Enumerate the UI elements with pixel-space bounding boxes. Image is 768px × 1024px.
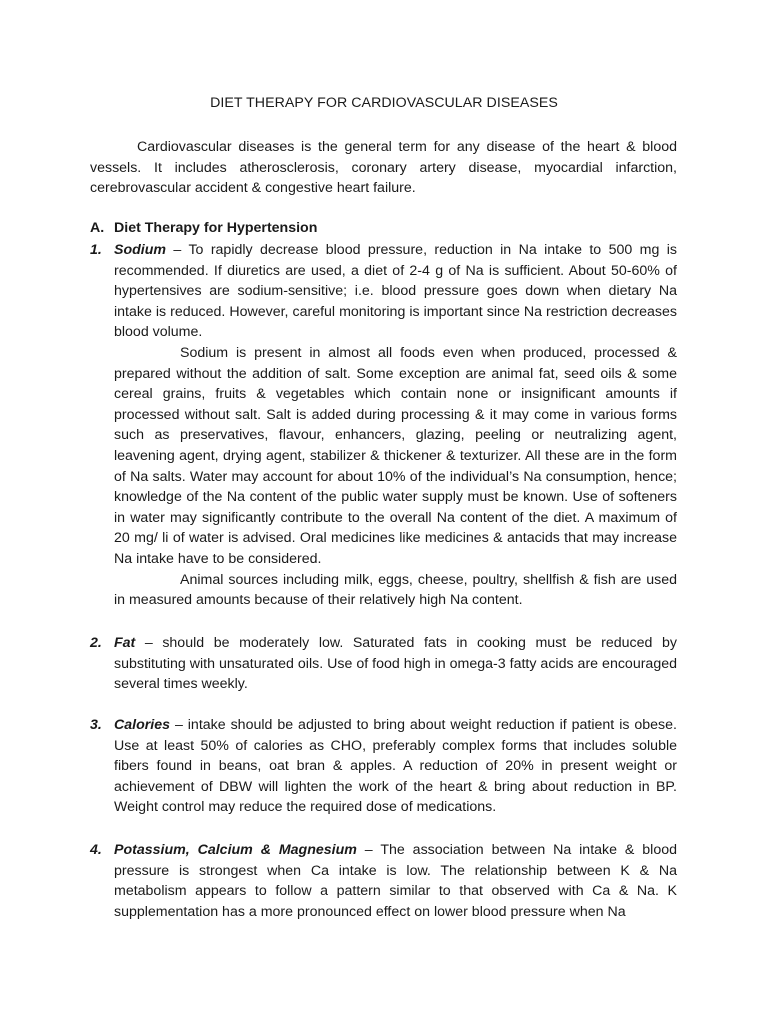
item-text: – should be moderately low. Saturated fats in cooking must be reduced by substituting with unsaturated oils. Use of food high in omega-3 fatty acids are encouraged several times weekly. (114, 635, 677, 693)
list-item-sodium (90, 240, 677, 611)
item-term: Potassium, Calcium & Magnesium (114, 842, 357, 858)
intro-paragraph: Cardiovascular diseases is the general term for any disease of the heart & blood vessels. It includes atherosclerosis, coronary artery disease, myocardial infarction, cerebrovascular accident & congestive heart failure. (90, 139, 677, 197)
item-text: – intake should be adjusted to bring about weight reduction if patient is obese. Use at least 50% of calories as CHO, preferably complex forms that includes soluble fibers found in beans, oat bran & apples. A reduction of 20% in present weight or achievement of DBW will lighten the work of the heart & bring about reduction in BP. Weight control may reduce the required dose of medications. (114, 717, 677, 816)
item-body (114, 240, 677, 611)
document-title: DIET THERAPY FOR CARDIOVASCULAR DISEASES (210, 95, 558, 111)
item-term: Fat (114, 635, 136, 651)
item-paragraph (114, 633, 677, 695)
item-number: 1. (90, 242, 102, 258)
item-paragraph-3: Animal sources including milk, eggs, cheese, poultry, shellfish & fish are used in measured amounts because of their relatively high Na content. (114, 571, 677, 609)
item-number: 4. (90, 842, 102, 858)
section-letter: A. (90, 220, 105, 236)
item-paragraph (114, 840, 677, 922)
item-number: 2. (90, 635, 102, 651)
item-body (114, 840, 677, 922)
item-body (114, 715, 677, 818)
list-item-potassium-calcium-magnesium (90, 840, 677, 922)
item-paragraph (114, 715, 677, 818)
section-heading-text: Diet Therapy for Hypertension (114, 220, 318, 236)
list-item-fat (90, 633, 677, 695)
item-term: Sodium (114, 242, 167, 258)
item-text: – To rapidly decrease blood pressure, reduction in Na intake to 500 mg is recommended. If diuretics are used, a diet of 2-4 g of Na is sufficient. About 50-60% of hypertensives are sodium-sensitive; i.e. blood pressure goes down when dietary Na intake is reduced. However, careful monitoring is important since Na restriction decreases blood volume. (114, 242, 677, 341)
item-paragraph (114, 240, 677, 343)
item-body (114, 633, 677, 695)
item-number: 3. (90, 717, 102, 733)
item-paragraph-2: Sodium is present in almost all foods even when produced, processed & prepared without the addition of salt. Some exception are animal fat, seed oils & some cereal grains, fruits & vegetables which contain none or insignificant amounts if processed without salt. Salt is added during processing & it may come in various forms such as preservatives, flavour, enhancers, glazing, peeling or neutralizing agent, leavening agent, drying agent, stabilizer & thickener & texturizer. All these are in the form of Na salts. Water may account for about 10% of the individual’s Na consumption, hence; knowledge of the Na content of the public water supply must be known. Use of softeners in water may significantly contribute to the overall Na content of the diet. A maximum of 20 mg/ li of water is advised. Oral medicines like medicines & antacids that may increase Na intake have to be considered. (114, 344, 677, 567)
section-a-heading (90, 220, 317, 236)
item-text: – The association between Na intake & blood pressure is strongest when Ca intake is low. The relationship between K & Na metabolism appears to follow a pattern similar to that observed with Ca & Na. K supplementation has a more pronounced effect on lower blood pressure when Na (114, 842, 678, 920)
item-term: Calories (114, 717, 170, 733)
list-item-calories (90, 715, 677, 818)
